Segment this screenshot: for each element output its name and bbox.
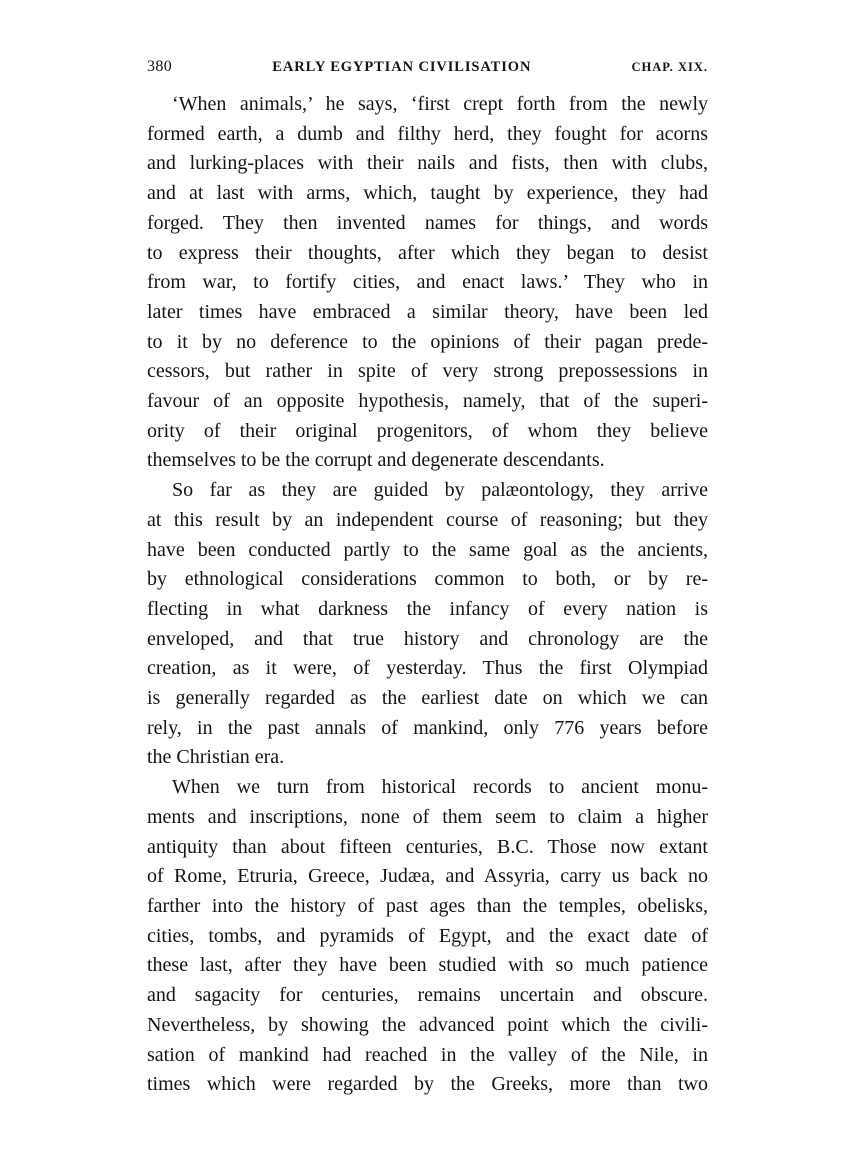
text-line: from war, to fortify cities, and enact laws.’ They who in [147, 271, 708, 294]
text-line: rely, in the past annals of mankind, only 776 years before [147, 716, 708, 739]
text-line: formed earth, a dumb and filthy herd, they fought for acorns [147, 122, 708, 145]
text-line: sation of mankind had reached in the valley of the Nile, in [147, 1043, 708, 1066]
text-line: ‘When animals,’ he says, ‘first crept forth from the newly [172, 93, 708, 115]
text-line: cessors, but rather in spite of very strong prepossessions in [147, 360, 708, 383]
text-line: to express their thoughts, after which they began to desist [147, 241, 708, 264]
text-line: times which were regarded by the Greeks, more than two [147, 1073, 708, 1096]
text-line: by ethnological considerations common to both, or by re- [147, 568, 708, 591]
paragraph-3 [147, 773, 708, 1100]
running-title: EARLY EGYPTIAN CIVILISATION [272, 59, 532, 75]
text-line: later times have embraced a similar theory, have been led [147, 300, 708, 323]
text-line: farther into the history of past ages than the temples, obelisks, [147, 894, 708, 917]
running-head [147, 58, 708, 76]
text-line: have been conducted partly to the same goal as the ancients, [147, 538, 708, 561]
text-line: forged. They then invented names for things, and words [147, 211, 708, 234]
text-line: the Christian era. [147, 746, 285, 769]
text-line: these last, after they have been studied with so much patience [147, 954, 708, 977]
text-line: antiquity than about fifteen centuries, B.C. Those now extant [147, 835, 708, 858]
text-line: at this result by an independent course of reasoning; but they [147, 508, 708, 531]
chapter-label: CHAP. XIX. [631, 60, 708, 74]
text-line: themselves to be the corrupt and degenerate descendants. [147, 449, 605, 472]
paragraph-1 [147, 90, 708, 476]
text-line: ments and inscriptions, none of them seem to claim a higher [147, 805, 708, 828]
text-line: and sagacity for centuries, remains uncertain and obscure. [147, 984, 708, 1007]
page-number: 380 [147, 58, 173, 75]
text-line: creation, as it were, of yesterday. Thus the first Olympiad [147, 657, 708, 680]
text-line: favour of an opposite hypothesis, namely, that of the superi- [147, 390, 708, 413]
text-line: When we turn from historical records to ancient monu- [172, 776, 708, 799]
text-line: cities, tombs, and pyramids of Egypt, and the exact date of [147, 924, 708, 947]
text-line: flecting in what darkness the infancy of every nation is [147, 597, 708, 620]
text-line: is generally regarded as the earliest date on which we can [147, 687, 708, 710]
text-line: and at last with arms, which, taught by experience, they had [147, 182, 708, 205]
text-line: to it by no deference to the opinions of their pagan prede- [147, 330, 708, 353]
text-line: Nevertheless, by showing the advanced point which the civili- [147, 1013, 708, 1036]
body-text [147, 90, 708, 1100]
paragraph-2 [147, 476, 708, 773]
text-line: ority of their original progenitors, of whom they believe [147, 419, 708, 442]
text-line: of Rome, Etruria, Greece, Judæa, and Assyria, carry us back no [147, 865, 708, 888]
text-line: and lurking-places with their nails and fists, then with clubs, [147, 152, 708, 175]
text-line: So far as they are guided by palæontology, they arrive [172, 479, 708, 502]
text-line: enveloped, and that true history and chronology are the [147, 627, 708, 650]
